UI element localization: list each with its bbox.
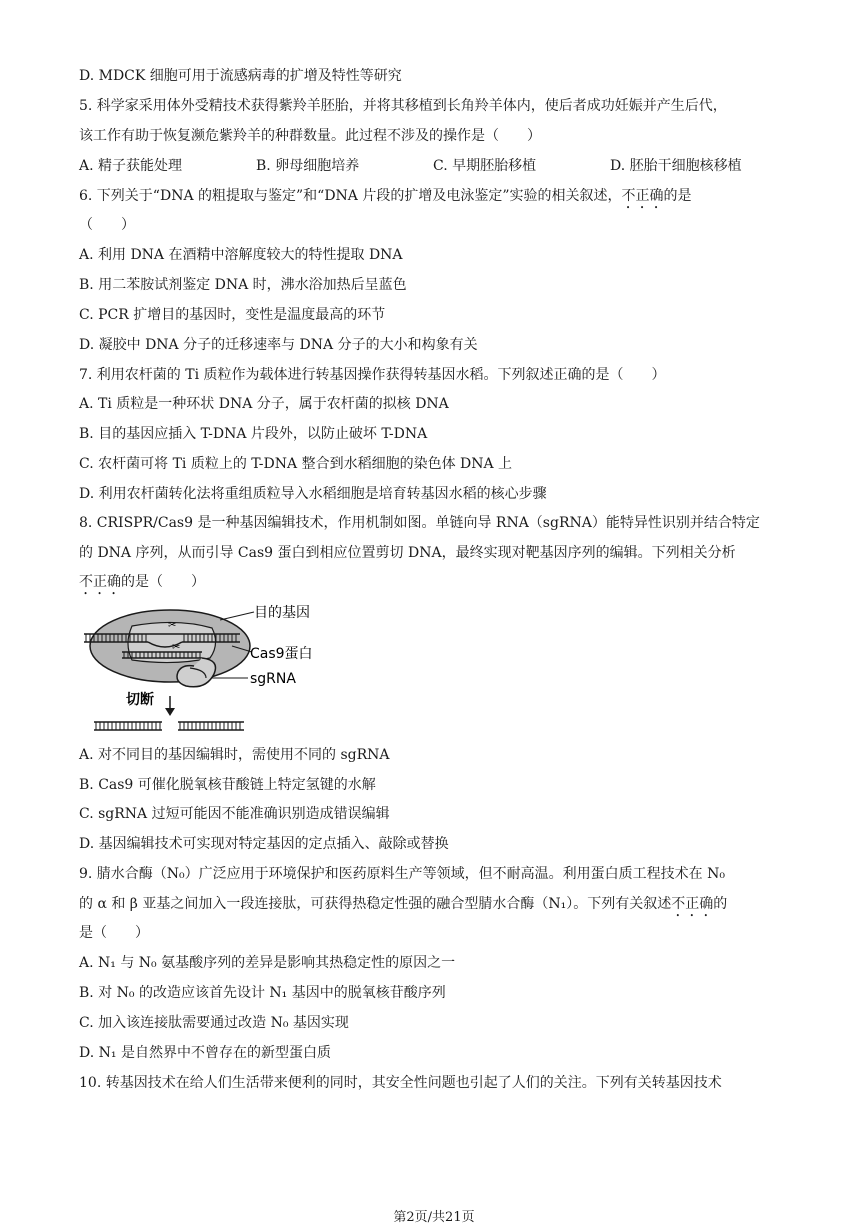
crispr-cas9-figure [82,600,322,740]
q6-option-c: C. PCR 扩增目的基因时，变性是温度最高的环节 [79,307,386,323]
q8-stem-line1: 8. CRISPR/Cas9 是一种基因编辑技术，作用机制如图。单链向导 RNA（sgRNA）能特异性识别并结合特定 [79,515,760,531]
q5-option-c: C. 早期胚胎移植 [433,158,537,174]
q9-stem-text: 的 α 和 β 亚基之间加入一段连接肽，可获得热稳定性强的融合型腈水合酶（N₁）。下列有关叙述 [79,896,672,912]
cut-dna-fragments [94,722,244,730]
q6-emphasis: 不正确 [621,188,664,204]
label-target-gene: 目的基因 [254,605,310,621]
scissors-icon-2: ✂ [172,642,181,653]
q6-stem-line1 [79,186,692,212]
q6-stem-line2: （ ） [79,217,135,233]
q8-stem-line3 [79,572,205,598]
q9-option-d: D. N₁ 是自然界中不曾存在的新型蛋白质 [79,1045,331,1061]
q6-option-d: D. 凝胶中 DNA 分子的迁移速率与 DNA 分子的大小和构象有关 [79,337,478,353]
q9-stem-tail: 的 [713,896,728,912]
q8-emphasis: 不正确 [79,574,121,590]
q6-option-b: B. 用二苯胺试剂鉴定 DNA 时，沸水浴加热后呈蓝色 [79,277,407,293]
label-cut: 切断 [126,692,154,708]
page-footer: 第2页/共21页 [393,1210,475,1225]
scissors-icon-1: ✂ [168,620,177,631]
q9-stem-line1: 9. 腈水合酶（N₀）广泛应用于环境保护和医药原料生产等领域，但不耐高温。利用蛋白质工程技术在 N₀ [79,866,725,882]
q8-stem-tail: 的是（ ） [121,574,205,590]
q6-stem-text: 6. 下列关于“DNA 的粗提取与鉴定”和“DNA 片段的扩增及电泳鉴定”实验的相关叙述， [79,188,622,204]
q5-options [79,156,779,176]
q9-option-a: A. N₁ 与 N₀ 氨基酸序列的差异是影响其热稳定性的原因之一 [79,955,456,971]
q9-option-c: C. 加入该连接肽需要通过改造 N₀ 基因实现 [79,1015,349,1031]
q5-stem-line2: 该工作有助于恢复濒危紫羚羊的种群数量。此过程不涉及的操作是（ ） [79,128,541,144]
q5-stem-line1: 5. 科学家采用体外受精技术获得紫羚羊胚胎，并将其移植到长角羚羊体内，使后者成功妊娠并产生后代， [79,98,727,114]
q4-option-d: D. MDCK 细胞可用于流感病毒的扩增及特性等研究 [79,68,402,84]
q8-option-b: B. Cas9 可催化脱氧核苷酸链上特定氢键的水解 [79,777,376,793]
q5-option-b: B. 卵母细胞培养 [256,158,360,174]
q7-option-b: B. 目的基因应插入 T-DNA 片段外，以防止破坏 T-DNA [79,426,428,442]
q8-stem-line2: 的 DNA 序列，从而引导 Cas9 蛋白到相应位置剪切 DNA，最终实现对靶基因序列的编辑。下列相关分析 [79,545,736,561]
q7-option-a: A. Ti 质粒是一种环状 DNA 分子，属于农杆菌的拟核 DNA [79,396,449,412]
q6-stem-tail: 的是 [663,188,692,204]
q8-option-c: C. sgRNA 过短可能因不能准确识别造成错误编辑 [79,806,390,822]
q7-option-d: D. 利用农杆菌转化法将重组质粒导入水稻细胞是培育转基因水稻的核心步骤 [79,486,547,502]
cut-arrow-head [165,708,175,716]
q9-stem-line2 [79,894,727,920]
leader-target-gene [220,612,254,620]
q9-emphasis: 不正确 [671,896,714,912]
q5-option-d: D. 胚胎干细胞核移植 [610,158,742,174]
q10-stem-line1: 10. 转基因技术在给人们生活带来便利的同时，其安全性问题也引起了人们的关注。下列有关转基因技术 [79,1075,722,1091]
q8-option-d: D. 基因编辑技术可实现对特定基因的定点插入、敲除或替换 [79,836,449,852]
q9-option-b: B. 对 N₀ 的改造应该首先设计 N₁ 基因中的脱氧核苷酸序列 [79,985,446,1001]
q9-stem-line3: 是（ ） [79,925,149,941]
label-sgrna: sgRNA [250,671,296,687]
q6-option-a: A. 利用 DNA 在酒精中溶解度较大的特性提取 DNA [79,247,403,263]
q8-option-a: A. 对不同目的基因编辑时，需使用不同的 sgRNA [79,747,390,763]
q7-option-c: C. 农杆菌可将 Ti 质粒上的 T-DNA 整合到水稻细胞的染色体 DNA 上 [79,456,513,472]
q7-stem: 7. 利用农杆菌的 Ti 质粒作为载体进行转基因操作获得转基因水稻。下列叙述正确的是（ ） [79,367,666,383]
q5-option-a: A. 精子获能处理 [79,158,183,174]
label-cas9-protein: Cas9蛋白 [250,646,313,662]
